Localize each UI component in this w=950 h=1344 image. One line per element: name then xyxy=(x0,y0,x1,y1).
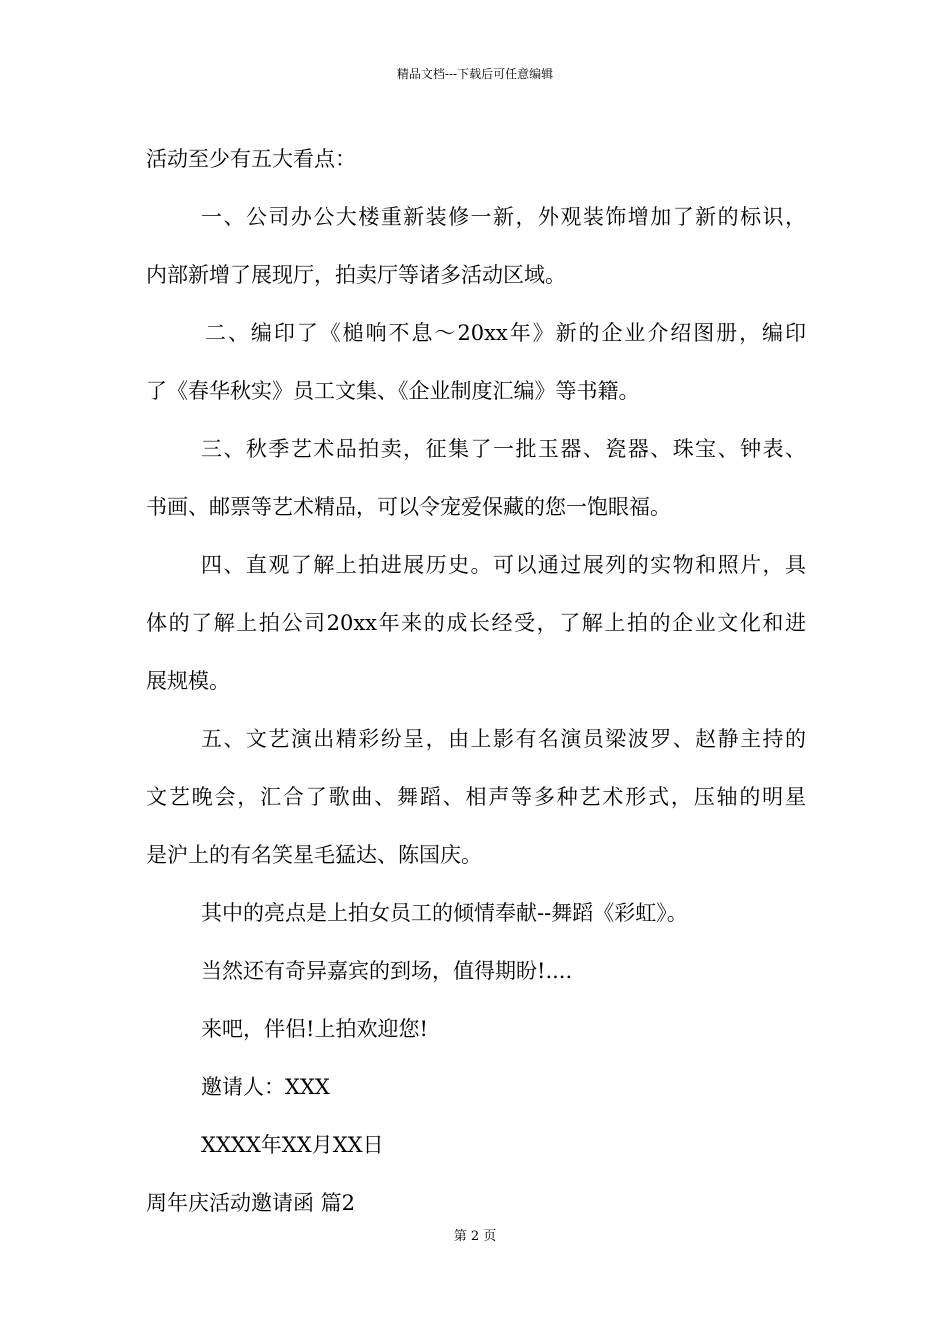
body-line-highlight: 其中的亮点是上拍女员工的倾情奉献--舞蹈《彩虹》。 xyxy=(201,901,688,925)
body-line-point-5b: 文艺晚会，汇合了歌曲、舞蹈、相声等多种艺术形式，压轴的明星 xyxy=(146,785,806,809)
body-line-point-3a: 三、秋季艺术品拍卖，征集了一批玉器、瓷器、珠宝、钟表、 xyxy=(201,437,806,461)
document-body xyxy=(146,130,806,1232)
body-line-point-3b: 书画、邮票等艺术精品，可以令宠爱保藏的您一饱眼福。 xyxy=(146,495,671,519)
body-line-point-1b: 内部新增了展现厅，拍卖厅等诸多活动区域。 xyxy=(146,263,566,287)
body-line-point-5a: 五、文艺演出精彩纷呈，由上影有名演员梁波罗、赵静主持的 xyxy=(201,727,806,751)
section-title: 周年庆活动邀请函 篇2 xyxy=(146,1191,356,1215)
body-line-point-4b: 体的了解上拍公司20xx年来的成长经受，了解上拍的企业文化和进 xyxy=(146,611,806,635)
body-line-point-2a: 二、编印了《槌响不息～20xx年》新的企业介绍图册，编印 xyxy=(205,321,806,345)
body-line-point-4a: 四、直观了解上拍进展历史。可以通过展列的实物和照片，具 xyxy=(201,553,806,577)
body-line-intro: 活动至少有五大看点： xyxy=(146,147,356,171)
body-line-guests: 当然还有奇异嘉宾的到场，值得期盼!.... xyxy=(201,959,573,983)
page-number: 第 2 页 xyxy=(453,1229,497,1244)
page-header: 精品文档---下载后可任意编辑 xyxy=(396,67,554,81)
body-line-point-2b: 了《春华秋实》员工文集、《企业制度汇编》等书籍。 xyxy=(146,379,640,403)
date-line: XXXX年XX月XX日 xyxy=(201,1133,384,1157)
body-line-point-1a: 一、公司办公大楼重新装修一新，外观装饰增加了新的标识， xyxy=(201,205,806,229)
body-line-point-4c: 展规模。 xyxy=(146,669,230,693)
body-line-welcome: 来吧，伴侣!上拍欢迎您! xyxy=(201,1017,428,1041)
inviter-line: 邀请人：XXX xyxy=(201,1075,330,1099)
body-line-point-5c: 是沪上的有名笑星毛猛达、陈国庆。 xyxy=(146,843,482,867)
